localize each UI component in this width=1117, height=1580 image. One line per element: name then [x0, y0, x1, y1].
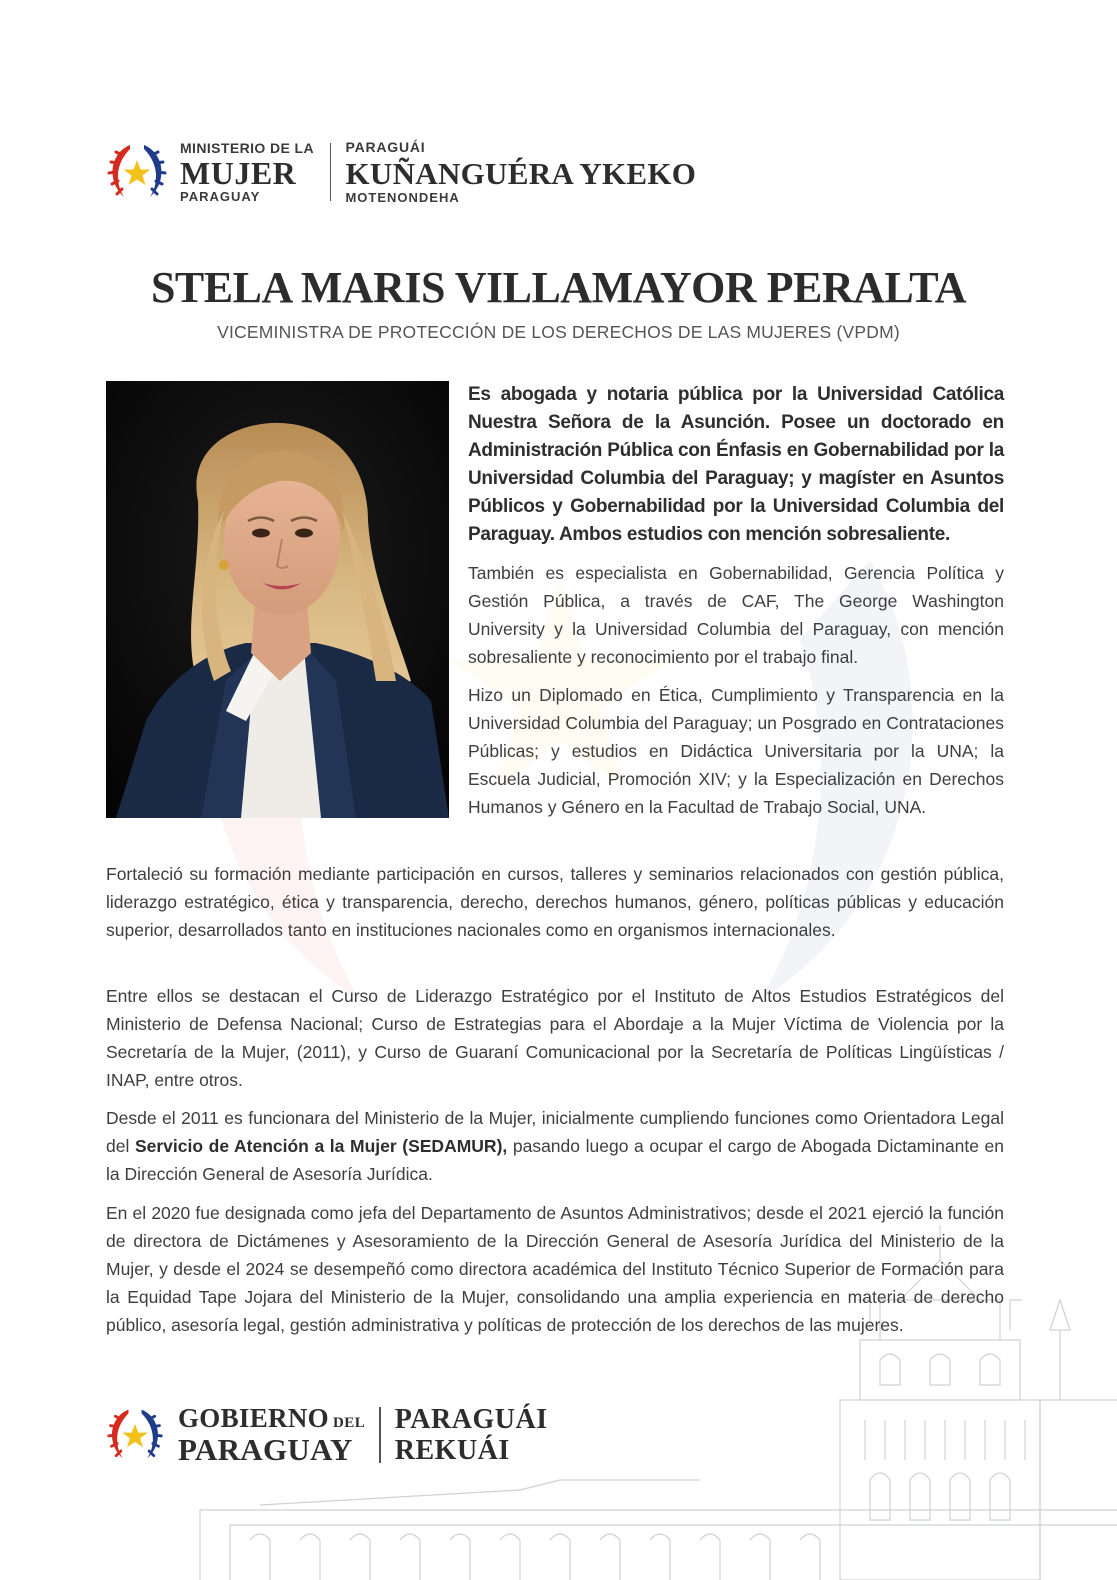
ministry-country: PARAGUAY [180, 189, 261, 204]
rekuai-line1: PARAGUÁI [394, 1403, 548, 1435]
bio-paragraph-career-recent: En el 2020 fue designada como jefa del Departamento de Asuntos Administrativos; desde el 2021 ejerció la función de directora de Dictámenes y Asesoramiento de la Dirección General de Asesoría Jurídica del Ministerio de la Mujer, y desde el 2024 se desempeñó como directora académica del Instituto Técnico Superior de Formación para la Equidad Tape Jojara del Ministerio de la Mujer, consolidando una amplia experiencia en materia de derecho público, asesoría legal, gestión administrativa y políticas de protección de los derechos de las mujeres. [106, 1203, 1004, 1335]
logo-divider [330, 143, 332, 201]
bio-p5-text-before: Desde el 2011 es funcionara del Ministerio de la Mujer, inicialmente cumpliendo funciones como Orientadora Legal del [106, 1108, 1004, 1156]
government-logo [104, 1402, 548, 1468]
bio-paragraph-diplomas: Hizo un Diplomado en Ética, Cumplimiento y Transparencia en la Universidad Columbia del Paraguay; un Posgrado en Contrataciones Públicas; y estudios en Didáctica Universitaria por la UNA; la Escuela Judicial, Promoción XIV; y la Especialización en Derechos Humanos y Género en la Facultad de Trabajo Social, UNA. [468, 685, 1004, 817]
gob-word: GOBIERNO [178, 1403, 329, 1433]
bio-paragraph-specialist: También es especialista en Gobernabilidad, Gerencia Política y Gestión Pública, a través de CAF, The George Washington University y la Universidad Columbia del Paraguay, con mención sobresaliente y reconocimiento por el trabajo final. [468, 563, 1004, 667]
laurel-star-emblem-icon [104, 1404, 166, 1466]
guarani-top-label: PARAGUÁI [345, 139, 426, 155]
laurel-star-emblem-icon [104, 139, 170, 205]
ministry-logo [104, 136, 696, 208]
ministry-name: MUJER [180, 155, 297, 191]
ministry-top-label: MINISTERIO DE LA [180, 140, 314, 156]
guarani-bottom-label: MOTENONDEHA [345, 190, 460, 205]
bio-paragraph-courses: Entre ellos se destacan el Curso de Liderazgo Estratégico por el Instituto de Altos Estudios Estratégicos del Ministerio de Defensa Nacional; Curso de Estrategias para el Abordaje a la Mujer Víctima de Violencia por la Secretaría de la Mujer, (2011), y Curso de Guaraní Comunicacional por la Secretaría de Políticas Lingüísticas / INAP, entre otros. [106, 986, 1004, 1090]
gob-country: PARAGUAY [178, 1432, 353, 1467]
bio-p5-text-after: pasando luego a ocupar el cargo de Abogada Dictaminante en la Dirección General de Asesoría Jurídica. [106, 1136, 1004, 1184]
page-title: STELA MARIS VILLAMAYOR PERALTA [150, 263, 967, 312]
bio-paragraph-career-start [106, 1104, 1004, 1188]
guarani-ministry-name: KUÑANGUÉRA YKEKO [345, 156, 697, 191]
bio-p5-service-name: Servicio de Atención a la Mujer (SEDAMUR), [134, 1136, 508, 1156]
bio-lead-paragraph: Es abogada y notaria pública por la Universidad Católica Nuestra Señora de la Asunción. Posee un doctorado en Administración Pública con Énfasis en Gobernabilidad por la Universidad Columbia del Paraguay; y magíster en Asuntos Públicos y Gobernabilidad por la Universidad Columbia del Paraguay. Ambos estudios con mención sobresaliente. [468, 384, 1004, 545]
footer-logo-divider [379, 1407, 381, 1463]
gob-del: DEL [332, 1415, 366, 1431]
bio-paragraph-training: Fortaleció su formación mediante participación en cursos, talleres y seminarios relacionados con gestión pública, liderazgo estratégico, ética y transparencia, derecho, derechos humanos, género, políticas públicas y educación superior, desarrollados tanto en instituciones nacionales como en organismos internacionales. [106, 864, 1004, 940]
rekuai-line2: REKUÁI [394, 1434, 510, 1466]
role-subtitle: VICEMINISTRA DE PROTECCIÓN DE LOS DERECHOS DE LAS MUJERES (VPDM) [217, 322, 900, 342]
portrait-photo [106, 381, 449, 818]
